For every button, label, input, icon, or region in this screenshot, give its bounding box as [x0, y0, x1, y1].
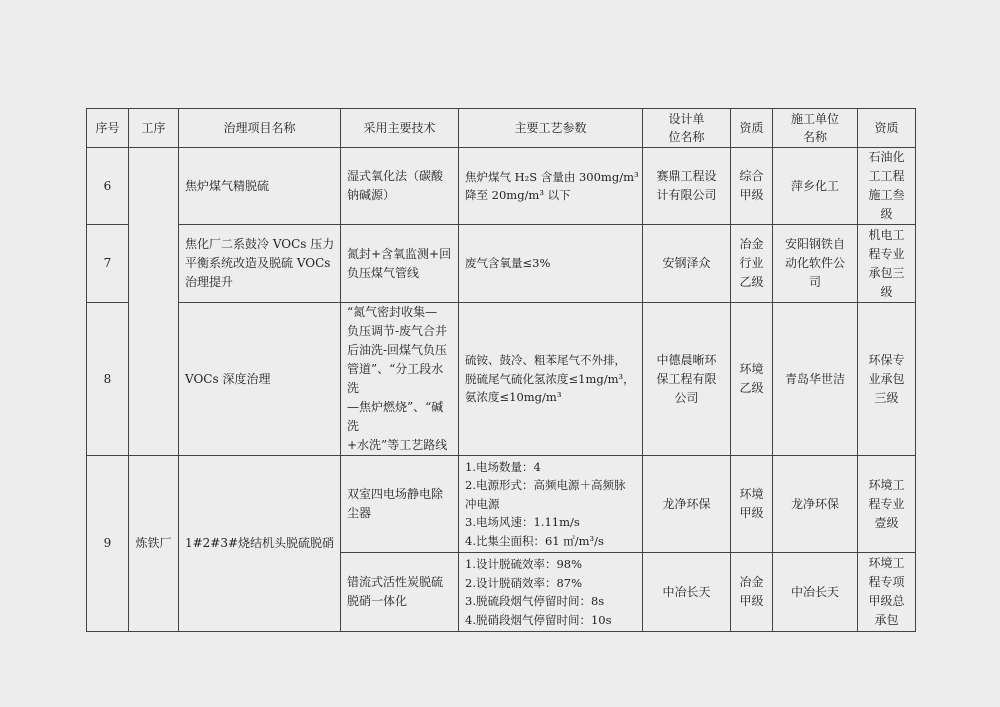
cell-project: 焦化厂二系鼓冷 VOCs 压力 平衡系统改造及脱硫 VOCs 治理提升 [179, 225, 341, 303]
cell-params: 废气含氧量≤3% [459, 225, 643, 303]
cell-qualification-2: 环境工 程专项 甲级总 承包 [858, 553, 916, 632]
header-qualification-2: 资质 [858, 109, 916, 148]
header-main-tech: 采用主要技术 [341, 109, 459, 148]
header-no: 序号 [87, 109, 129, 148]
header-process: 工序 [129, 109, 179, 148]
cell-no: 7 [87, 225, 129, 303]
cell-qualification: 综合 甲级 [731, 148, 773, 225]
cell-tech: “氮气密封收集— 负压调节-废气合并 后油洗-回煤气负压 管道”、“分工段水洗 —焦炉燃烧”、“碱洗 +水洗”等工艺路线 [341, 303, 459, 456]
cell-qualification-2: 环境工 程专业 壹级 [858, 456, 916, 553]
table-row [87, 225, 916, 303]
cell-designer: 龙净环保 [643, 456, 731, 553]
table-row [87, 303, 916, 456]
cell-params: 硫铵、鼓冷、粗苯尾气不外排， 脱硫尾气硫化氢浓度≤1mg/m³， 氨浓度≤10mg/m³ [459, 303, 643, 456]
cell-tech: 湿式氧化法（碳酸 钠碱源） [341, 148, 459, 225]
header-row [87, 109, 916, 148]
cell-process: 炼铁厂 [129, 456, 179, 632]
cell-qualification: 冶金 行业 乙级 [731, 225, 773, 303]
header-project-name: 治理项目名称 [179, 109, 341, 148]
cell-project: VOCs 深度治理 [179, 303, 341, 456]
cell-project: 1#2#3#烧结机头脱硫脱硝 [179, 456, 341, 632]
cell-builder: 安阳钢铁自 动化软件公 司 [773, 225, 858, 303]
header-designer: 设计单位名称 [643, 109, 731, 148]
cell-tech: 氮封+含氧监测+回 负压煤气管线 [341, 225, 459, 303]
cell-qualification: 冶金 甲级 [731, 553, 773, 632]
cell-no: 6 [87, 148, 129, 225]
cell-builder: 青岛华世洁 [773, 303, 858, 456]
cell-params: 焦炉煤气 H₂S 含量由 300mg/m³ 降至 20mg/m³ 以下 [459, 148, 643, 225]
cell-qualification-2: 环保专 业承包 三级 [858, 303, 916, 456]
cell-designer: 安钢泽众 [643, 225, 731, 303]
cell-builder: 中冶长天 [773, 553, 858, 632]
cell-qualification-2: 石油化 工工程 施工叁 级 [858, 148, 916, 225]
cell-process [129, 148, 179, 456]
header-params: 主要工艺参数 [459, 109, 643, 148]
cell-qualification: 环境 乙级 [731, 303, 773, 456]
governance-projects-table [86, 108, 916, 632]
cell-qualification: 环境 甲级 [731, 456, 773, 553]
table-row [87, 148, 916, 225]
cell-designer: 赛鼎工程设 计有限公司 [643, 148, 731, 225]
cell-no: 9 [87, 456, 129, 632]
cell-qualification-2: 机电工 程专业 承包三 级 [858, 225, 916, 303]
cell-designer: 中德晨晰环 保工程有限 公司 [643, 303, 731, 456]
cell-designer: 中冶长天 [643, 553, 731, 632]
cell-no: 8 [87, 303, 129, 456]
cell-builder: 萍乡化工 [773, 148, 858, 225]
table-row [87, 456, 916, 553]
cell-params: 1.电场数量：4 2.电源形式：高频电源＋高频脉 冲电源 3.电场风速：1.11m/s 4.比集尘面积：61 ㎡/m³/s [459, 456, 643, 553]
cell-builder: 龙净环保 [773, 456, 858, 553]
cell-project: 焦炉煤气精脱硫 [179, 148, 341, 225]
cell-tech: 双室四电场静电除 尘器 [341, 456, 459, 553]
header-qualification: 资质 [731, 109, 773, 148]
header-builder: 施工单位名称 [773, 109, 858, 148]
cell-params: 1.设计脱硫效率：98% 2.设计脱硝效率：87% 3.脱硫段烟气停留时间：8s 4.脱硝段烟气停留时间：10s [459, 553, 643, 632]
cell-tech: 错流式活性炭脱硫 脱硝一体化 [341, 553, 459, 632]
